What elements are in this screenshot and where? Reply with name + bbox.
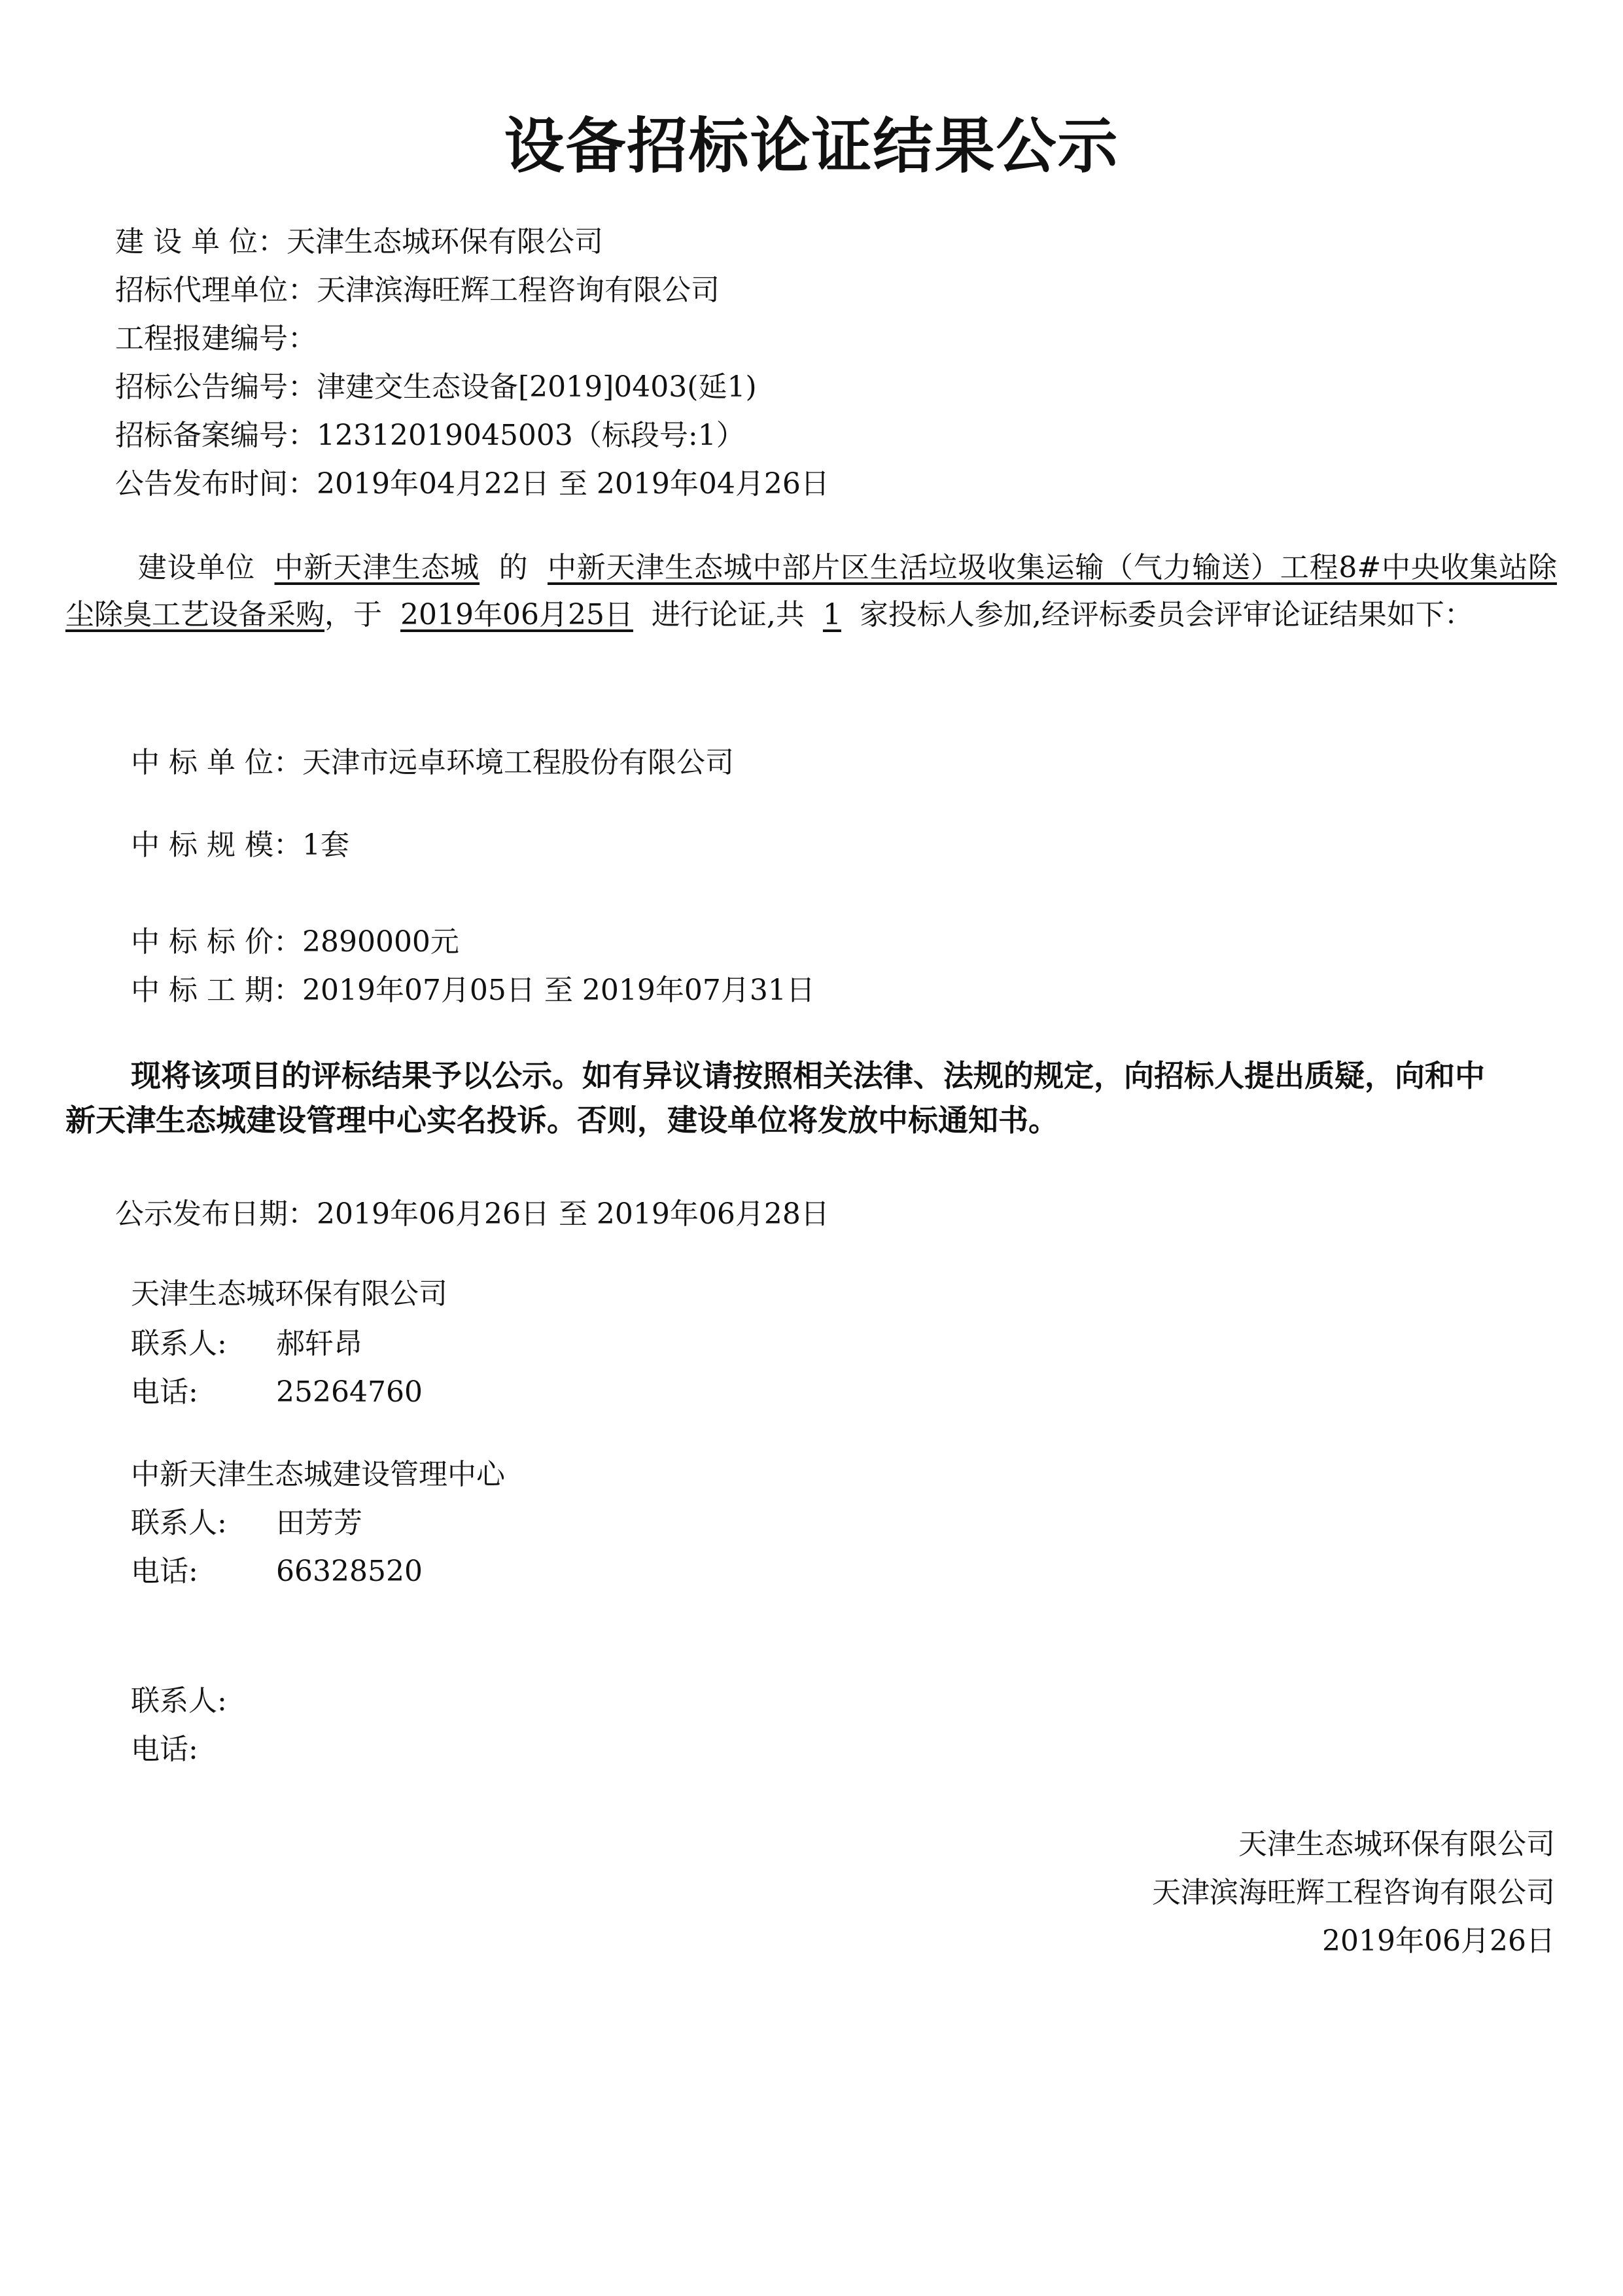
info-label: 建 设 单 位： xyxy=(115,225,287,258)
info-row-project-number xyxy=(115,322,317,355)
project-name: 中新天津生态城中部片区生活垃圾收集运输（气力输送）工程8#中央收集站除尘除臭工艺设备采购 xyxy=(65,551,1557,631)
result-price xyxy=(131,925,459,959)
result-label: 中 标 单 位： xyxy=(131,746,302,779)
signature-date: 2019年06月26日 xyxy=(1322,1924,1555,1958)
contact-person: 郝轩昂 xyxy=(276,1327,362,1360)
publish-date-row xyxy=(115,1197,829,1231)
info-value: 12312019045003（标段号:1） xyxy=(317,419,745,452)
notice-paragraph: 现将该项目的评标结果予以公示。如有异议请按照相关法律、法规的规定，向招标人提出质疑，向和中新天津生态城建设管理中心实名投诉。否则，建设单位将发放中标通知书。 xyxy=(65,1058,1485,1138)
contact-person-label: 联系人: xyxy=(131,1506,227,1540)
result-value: 天津市远卓环境工程股份有限公司 xyxy=(302,746,734,779)
contact-person-label: 联系人: xyxy=(131,1327,227,1360)
contact-phone: 66328520 xyxy=(276,1555,423,1588)
signature-org-2: 天津滨海旺辉工程咨询有限公司 xyxy=(1152,1876,1555,1909)
info-label: 招标备案编号： xyxy=(115,419,317,452)
info-value: 天津滨海旺辉工程咨询有限公司 xyxy=(317,274,720,307)
result-label: 中 标 标 价： xyxy=(131,925,302,959)
info-label: 招标公告编号： xyxy=(115,370,317,404)
publish-date-value: 2019年06月26日 至 2019年06月28日 xyxy=(317,1197,829,1231)
contact-person: 田芳芳 xyxy=(276,1506,362,1540)
contact-phone: 25264760 xyxy=(276,1375,423,1409)
construction-unit-link: 中新天津生态城 xyxy=(274,551,480,584)
contact-phone-label: 电话: xyxy=(131,1733,198,1766)
info-value: 天津生态城环保有限公司 xyxy=(286,225,603,258)
intro-paragraph: 建设单位 中新天津生态城 的 中新天津生态城中部片区生活垃圾收集运输（气力输送）工程8#中央收集站除尘除臭工艺设备采购，于 2019年06月25日 进行论证,共 1 家投标人参加,经评标委员会评审论证结果如下： xyxy=(65,551,1557,631)
info-row-filing-number xyxy=(115,421,745,450)
contact-phone-row xyxy=(131,1735,276,1764)
info-label: 工程报建编号： xyxy=(115,322,317,355)
page-title: 设备招标论证结果公示 xyxy=(504,111,1119,181)
info-row-announcement-number xyxy=(115,370,757,404)
contact-phone-row xyxy=(131,1557,423,1586)
signature-org-1: 天津生态城环保有限公司 xyxy=(1238,1828,1555,1861)
publish-date-label: 公示发布日期： xyxy=(115,1197,317,1231)
contact-person-row xyxy=(131,1684,276,1718)
contact-person-row xyxy=(131,1327,362,1360)
contact-org: 中新天津生态城建设管理中心 xyxy=(131,1458,505,1491)
info-row-construction-unit xyxy=(115,225,603,258)
result-label: 中 标 规 模： xyxy=(131,828,302,862)
result-value: 1套 xyxy=(302,828,349,862)
info-value: 2019年04月22日 至 2019年04月26日 xyxy=(317,467,829,501)
result-value: 2890000元 xyxy=(302,925,459,959)
info-label: 招标代理单位： xyxy=(115,274,317,307)
bidder-count: 1 xyxy=(822,598,841,631)
result-winning-unit xyxy=(131,746,734,779)
result-scale xyxy=(131,828,349,862)
contact-org: 天津生态城环保有限公司 xyxy=(131,1277,447,1311)
info-row-agency xyxy=(115,276,720,305)
result-label: 中 标 工 期： xyxy=(131,974,302,1007)
info-value: 津建交生态设备[2019]0403(延1) xyxy=(317,370,757,404)
contact-phone-row xyxy=(131,1375,423,1409)
info-row-announcement-time xyxy=(115,467,829,501)
contact-phone-label: 电话: xyxy=(131,1375,198,1409)
info-label: 公告发布时间： xyxy=(115,467,317,501)
result-value: 2019年07月05日 至 2019年07月31日 xyxy=(302,974,815,1007)
contact-phone-label: 电话: xyxy=(131,1555,198,1588)
contact-person-label: 联系人: xyxy=(131,1684,227,1718)
contact-person-row xyxy=(131,1506,362,1540)
evaluation-date: 2019年06月25日 xyxy=(400,598,633,631)
result-period xyxy=(131,976,815,1005)
